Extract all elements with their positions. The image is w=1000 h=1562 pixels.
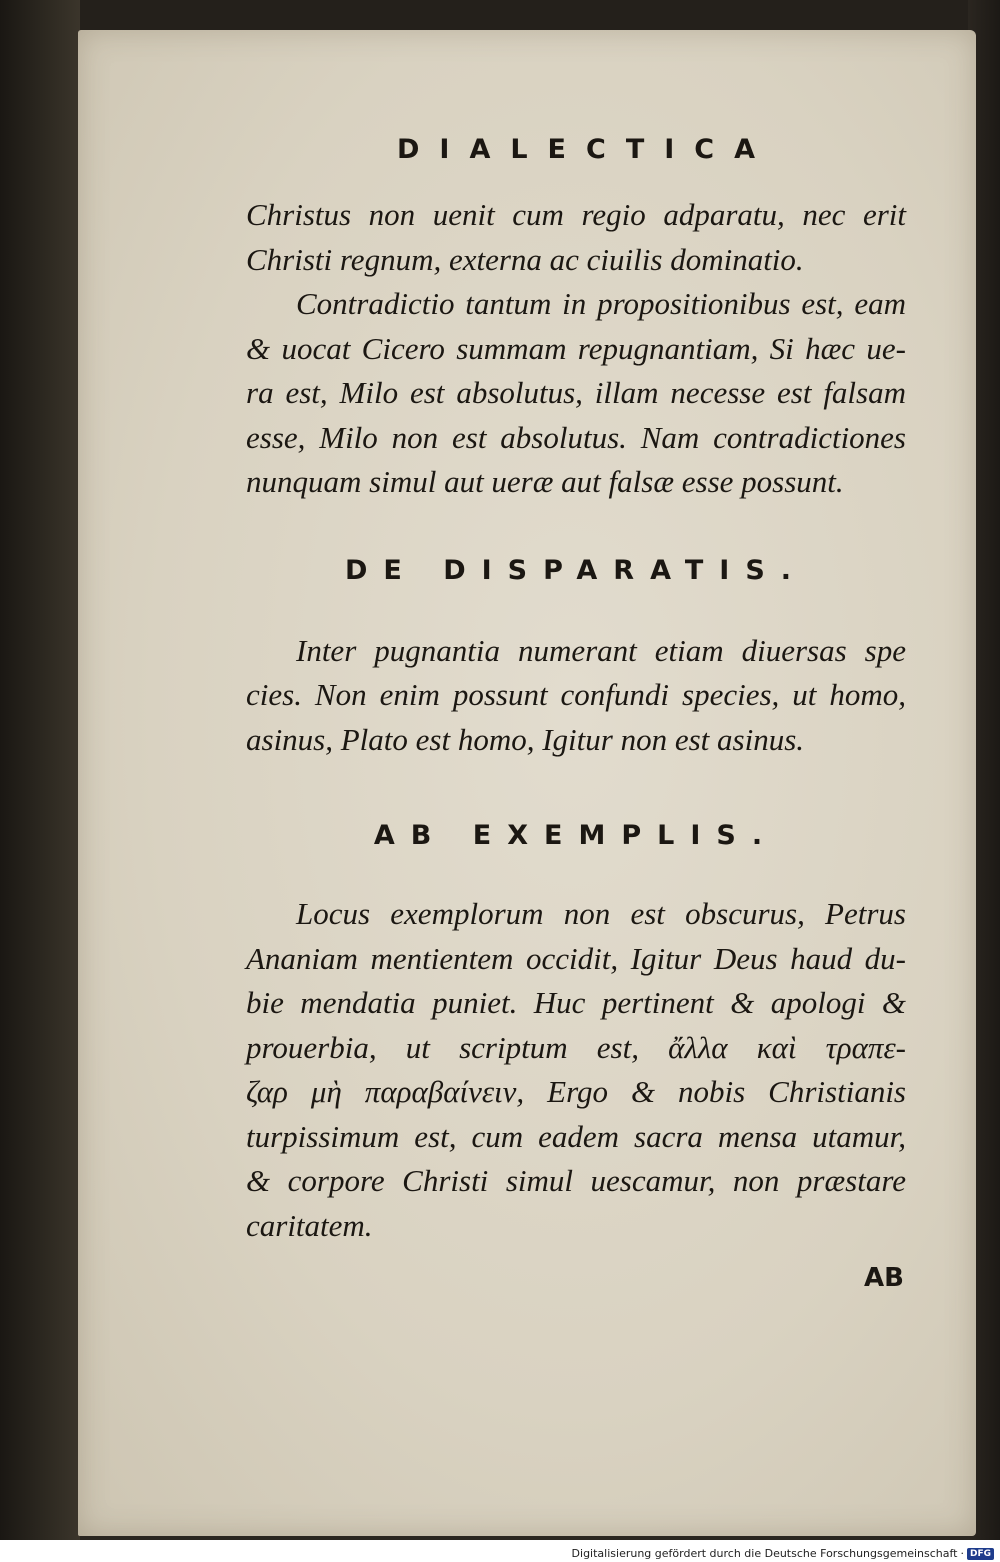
text-line: Contradictio tantum in propositionibus est, eam <box>296 286 906 321</box>
paragraph-disparatis <box>246 629 906 763</box>
text-line: bie mendatia puniet. Huc pertinent & apologi & <box>246 985 906 1020</box>
dfg-logo-icon: DFG <box>967 1548 994 1560</box>
text-line: nunquam simul aut ueræ aut falsæ esse possunt. <box>246 464 844 499</box>
text-line: Locus exemplorum non est obscurus, Petrus <box>296 896 906 931</box>
text-line: esse, Milo non est absolutus. Nam contradictiones <box>246 419 906 455</box>
text-line: & corpore Christi simul uescamur, non præstare <box>246 1163 906 1198</box>
footer-band <box>0 1540 1000 1562</box>
paragraph-exemplis <box>246 892 906 1248</box>
text-line: prouerbia, ut scriptum est, ἄλλα καὶ τραπε- <box>246 1029 906 1065</box>
catchword: AB <box>864 1263 904 1293</box>
page-text-block <box>246 125 906 1298</box>
text-line: ra est, Milo est absolutus, illam necesse est falsam <box>246 375 906 410</box>
text-line: Christus non uenit cum regio adparatu, nec erit <box>246 197 906 232</box>
text-line: & uocat Cicero summam repugnantiam, Si hæc ue- <box>246 330 906 366</box>
funding-credit: Digitalisierung gefördert durch die Deutsche Forschungsgemeinschaft · DFG <box>572 1547 994 1560</box>
section-heading-exemplis: AB EXEMPLIS. <box>373 820 779 851</box>
book-page <box>78 30 976 1536</box>
book-binding <box>0 0 80 1562</box>
running-head: DIALECTICA <box>397 134 775 165</box>
text-line: Inter pugnantia numerant etiam diuersas spe <box>296 632 906 668</box>
paragraph-contradictio <box>246 193 906 505</box>
funding-credit-text: Digitalisierung gefördert durch die Deutsche Forschungsgemeinschaft <box>571 1547 958 1560</box>
scan-top-edge <box>0 0 1000 34</box>
section-heading-disparatis: DE DISPARATIS. <box>344 554 808 586</box>
text-line: Ananiam mentientem occidit, Igitur Deus haud du- <box>246 940 906 976</box>
text-line: turpissimum est, cum eadem sacra mensa utamur, <box>246 1118 906 1154</box>
text-line: ζαρ μὴ παραβαίνειν, Ergo & nobis Christianis <box>246 1074 906 1109</box>
text-line: asinus, Plato est homo, Igitur non est asinus. <box>246 721 805 757</box>
text-line: caritatem. <box>246 1207 373 1243</box>
text-line: Christi regnum, externa ac ciuilis dominatio. <box>246 241 804 277</box>
text-line: cies. Non enim possunt confundi species, ut homo, <box>246 677 906 712</box>
